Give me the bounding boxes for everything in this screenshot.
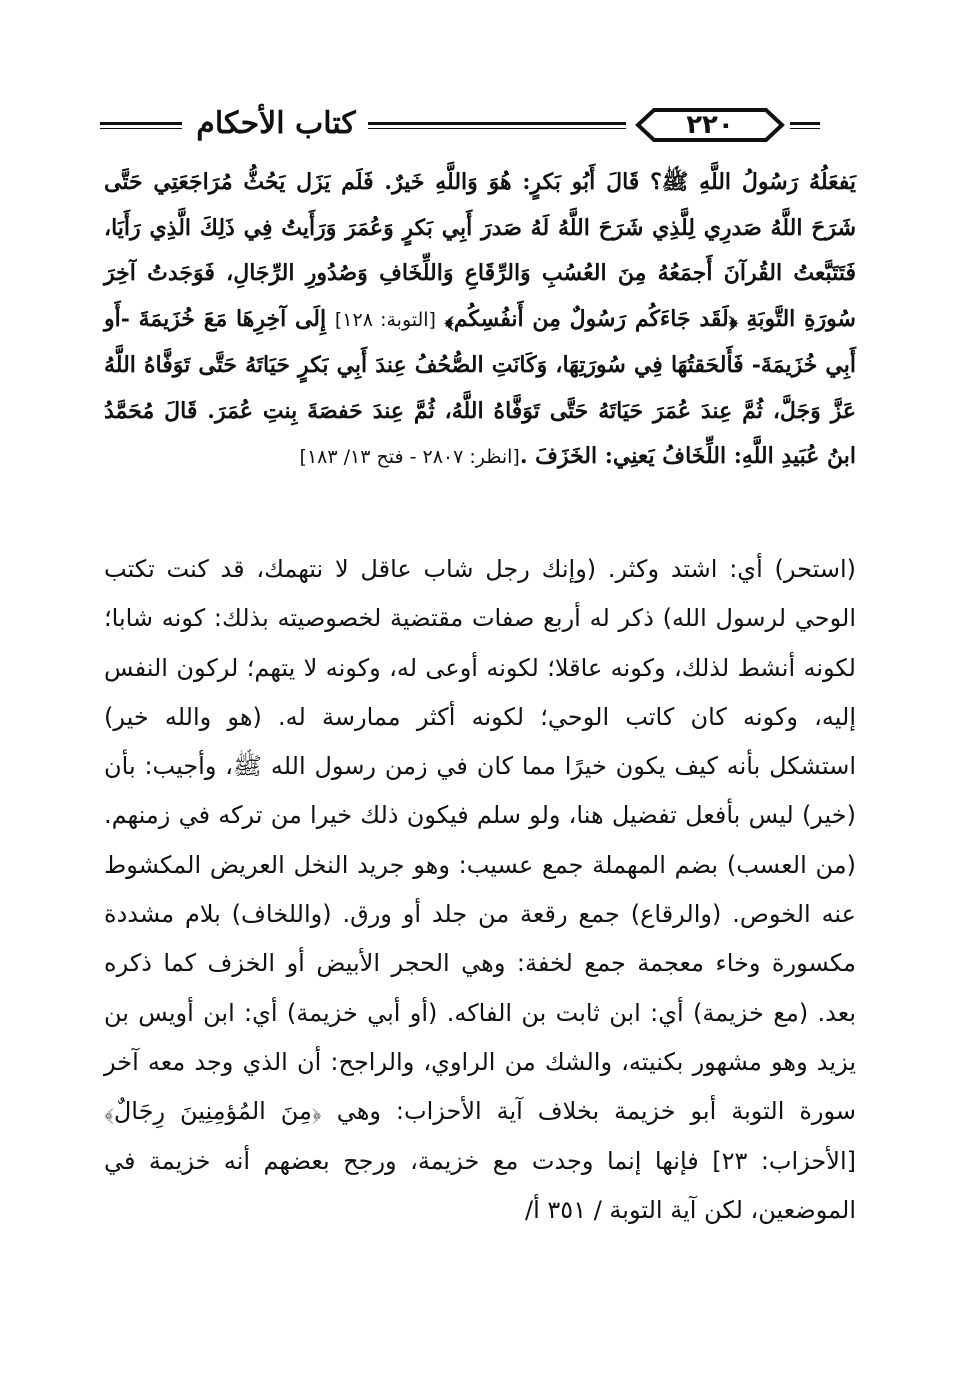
hadith-text: يَفعَلُهُ رَسُولُ اللَّهِ ﷺ؟ قَالَ أَبُو بَكرٍ: هُوَ وَاللَّهِ خَيرٌ. فَلَم يَزَل يَحُثُّ مُرَاجَعَتِي حَتَّى شَرَحَ اللَّهُ صَدرِي لِلَّذِي شَرَحَ اللَّهُ لَهُ صَدرَ أَبِي بَكرٍ وَعُمَرَ وَرَأَيتُ فِي ذَلِكَ الَّذِي رَأَيَا، فَتَتَبَّعتُ القُرآنَ أَجمَعُهُ مِنَ العُسُبِ وَالرِّقَاعِ وَاللِّخَافِ وَصُدُورِ الرِّجَالِ، فَوَجَدتُ آخِرَ سُورَةِ التَّوبَةِ ﴿لَقَد جَاءَكُم رَسُولٌ مِن أَنفُسِكُم﴾	[104, 169, 856, 332]
commentary-text: (استحر) أي: اشتد وكثر. (وإنك رجل شاب عاقل لا نتهمك، قد كنت تكتب الوحي لرسول الله) ذكر له أربع صفات مقتضية لخصوصيته بذلك: كونه شابا؛ لكونه أنشط لذلك، وكونه عاقلا؛ لكونه أوعى له، وكونه لا يتهم؛ لركون النفس إليه، وكونه كان كاتب الوحي؛ لكونه أكثر ممارسة له. (هو والله خير) استشكل بأنه كيف يكون خيرًا مما كان في زمن رسول الله ﷺ، وأجيب: بأن (خير) ليس بأفعل تفضيل هنا، ولو سلم فيكون ذلك خيرا من تركه في زمنهم. (من العسب) بضم المهملة جمع عسيب: وهو جريد النخل العريض المكشوط عنه الخوص. (والرقاع) جمع رقعة من جلد أو ورق. (واللخاف) بلام مشددة مكسورة وخاء معجمة جمع لخفة: وهي الحجر الأبيض أو الخزف كما ذكره بعد. (مع خزيمة) أي: ابن ثابت بن الفاكه. (أو أبي خزيمة) أي: ابن أويس بن يزيد وهو مشهور بكنيته، والشك من الراوي، والراجح: أن الذي وجد معه آخر سورة التوبة أبو خزيمة بخلاف آية الأحزاب: وهي ﴿مِنَ المُؤمِنِينَ رِجَالٌ﴾	[104, 555, 856, 1126]
header-rule-middle	[368, 122, 626, 129]
quran-reference: [الأحزاب: ٢٣]	[712, 1146, 856, 1175]
page-header	[100, 102, 860, 152]
page-number-ornament	[630, 106, 790, 144]
commentary-paragraph	[104, 545, 856, 1235]
cross-reference: [انظر: ٢٨٠٧ - فتح ١٣/ ١٨٣]	[299, 446, 520, 468]
commentary-block	[104, 545, 856, 1235]
commentary-text-continued: فإنها إنما وجدت مع خزيمة، ورجح بعضهم أنه خزيمة في الموضعين، لكن آية التوبة / ٣٥١ أ/	[104, 1146, 856, 1224]
hadith-paragraph	[104, 160, 856, 481]
hadith-text-continued: إِلَى آخِرِهَا مَعَ خُزَيمَةَ -أَو أَبِي خُزَيمَةَ- فَأَلحَقتُهَا فِي سُورَتِهَا، وَكَانَتِ الصُّحُفُ عِندَ أَبِي بَكرٍ حَيَاتَهُ حَتَّى تَوَفَّاهُ اللَّهُ عَزَّ وَجَلَّ، ثُمَّ عِندَ عُمَرَ حَيَاتَهُ حَتَّى تَوَفَّاهُ اللَّهُ، ثُمَّ عِندَ حَفصَةَ بِنتِ عُمَرَ. قَالَ مُحَمَّدُ ابنُ عُبَيدِ اللَّهِ: اللِّخَافُ يَعنِي: الخَزَفَ .	[104, 305, 856, 469]
quran-reference: [التوبة: ١٢٨]	[334, 308, 436, 331]
header-rule-right	[790, 122, 820, 129]
book-title: كتاب الأحكام	[196, 106, 356, 141]
page-number: ٢٢٠	[686, 110, 734, 140]
header-rule-left	[100, 122, 182, 129]
hadith-text-block	[104, 160, 856, 481]
